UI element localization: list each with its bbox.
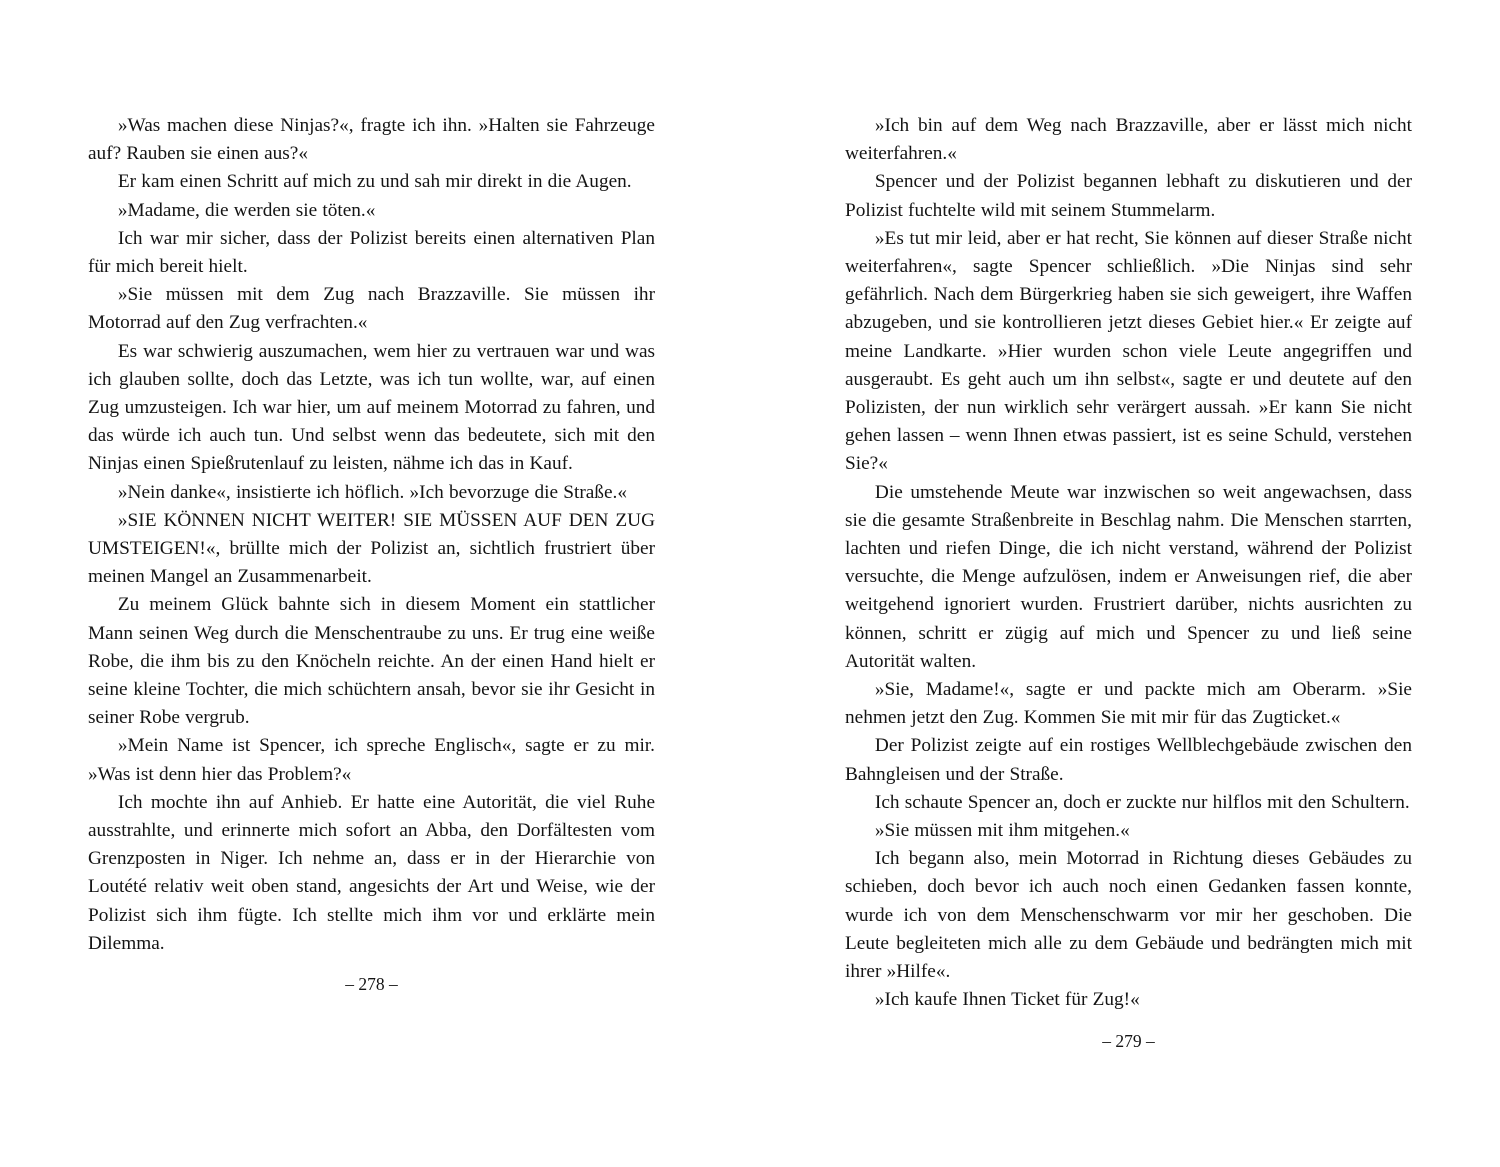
paragraph: »SIE KÖNNEN NICHT WEITER! SIE MÜSSEN AUF DEN ZUG UMSTEIGEN!«, brüllte mich der Polizist an, sichtlich frustriert über meinen Mangel an Zusammenarbeit. (88, 509, 655, 588)
paragraph: »Sie, Madame!«, sagte er und packte mich am Oberarm. »Sie nehmen jetzt den Zug. Kommen Sie mit mir für das Zugticket.« (845, 679, 1412, 729)
paragraph: »Nein danke«, insistierte ich höflich. »Ich bevorzuge die Straße.« (117, 481, 627, 503)
page-right (845, 112, 1412, 1167)
page-right-text (845, 112, 1412, 1015)
paragraph: Ich begann also, mein Motorrad in Richtung dieses Gebäudes zu schieben, doch bevor ich auch noch einen Gedanken fassen konnte, wurde ich von dem Menschenschwarm vor mir her geschoben. Die Leute begleiteten mich alle zu dem Gebäude und bedrängten mich mit ihrer »Hilfe«. (845, 848, 1412, 983)
paragraph: »Ich kaufe Ihnen Ticket für Zug!« (874, 989, 1140, 1011)
paragraph: »Es tut mir leid, aber er hat recht, Sie können auf dieser Straße nicht weiterfahren«, sagte Spencer schließlich. »Die Ninjas sind sehr gefährlich. Nach dem Bürgerkrieg haben sie sich geweigert, ihre Waffen abzugeben, und sie kontrollieren jetzt dieses Gebiet hier.« Er zeigte auf meine Landkarte. »Hier wurden schon viele Leute angegriffen und ausgeraubt. Es geht auch um ihn selbst«, sagte er und deutete auf den Polizisten, der nun wirklich sehr verärgert aussah. »Er kann Sie nicht gehen lassen – wenn Ihnen etwas passiert, ist es seine Schuld, verstehen Sie?« (845, 227, 1412, 475)
paragraph: Ich schaute Spencer an, doch er zuckte nur hilflos mit den Schultern. (874, 791, 1410, 813)
page-number-left: – 278 – (345, 974, 398, 995)
paragraph: Es war schwierig auszumachen, wem hier zu vertrauen war und was ich glauben sollte, doch das Letzte, was ich tun wollte, war, auf einen Zug umzusteigen. Ich war hier, um auf meinem Motorrad zu fahren, und das würde ich auch tun. Und selbst wenn das bedeutete, sich mit den Ninjas einen Spießrutenlauf zu leisten, nähme ich das in Kauf. (88, 340, 655, 475)
page-left (88, 112, 655, 1167)
paragraph: »Mein Name ist Spencer, ich spreche Englisch«, sagte er zu mir. »Was ist denn hier das Problem?« (88, 735, 655, 785)
page-number-right: – 279 – (1102, 1030, 1155, 1051)
paragraph: »Madame, die werden sie töten.« (117, 199, 376, 221)
paragraph: Ich mochte ihn auf Anhieb. Er hatte eine Autorität, die viel Ruhe ausstrahlte, und erinnerte mich sofort an Abba, den Dorfältesten vom Grenzposten in Niger. Ich nehme an, dass er in der Hierarchie von Loutété relativ weit oben stand, angesichts der Art und Weise, wie der Polizist sich ihm fügte. Ich stellte mich ihm vor und erklärte mein Dilemma. (88, 791, 655, 954)
paragraph: Er kam einen Schritt auf mich zu und sah mir direkt in die Augen. (117, 171, 632, 193)
paragraph: Die umstehende Meute war inzwischen so weit angewachsen, dass sie die gesamte Straßenbreite in Beschlag nahm. Die Menschen starrten, lachten und riefen Dinge, die ich nicht verstand, während der Polizist versuchte, die Menge aufzulösen, indem er Anweisungen rief, die aber weitgehend ignoriert wurden. Frustriert darüber, nichts ausrichten zu können, schritt er zügig auf mich und Spencer zu und ließ seine Autorität walten. (845, 481, 1412, 672)
paragraph: »Sie müssen mit dem Zug nach Brazzaville. Sie müssen ihr Motorrad auf den Zug verfrachten.« (88, 284, 655, 334)
paragraph: »Ich bin auf dem Weg nach Brazzaville, aber er lässt mich nicht weiterfahren.« (845, 115, 1412, 165)
paragraph: Zu meinem Glück bahnte sich in diesem Moment ein stattlicher Mann seinen Weg durch die Menschentraube zu uns. Er trug eine weiße Robe, die ihm bis zu den Knöcheln reichte. An der einen Hand hielt er seine kleine Tochter, die mich schüchtern ansah, bevor sie ihr Gesicht in seiner Robe vergrub. (88, 594, 655, 729)
paragraph: Ich war mir sicher, dass der Polizist bereits einen alternativen Plan für mich bereit hielt. (88, 227, 655, 278)
paragraph: Spencer und der Polizist begannen lebhaft zu diskutieren und der Polizist fuchtelte wild mit seinem Stummelarm. (845, 171, 1412, 221)
paragraph: »Was machen diese Ninjas?«, fragte ich ihn. »Halten sie Fahrzeuge auf? Rauben sie einen aus?« (88, 115, 655, 165)
paragraph: »Sie müssen mit ihm mitgehen.« (874, 820, 1130, 842)
paragraph: Der Polizist zeigte auf ein rostiges Wellblechgebäude zwischen den Bahngleisen und der Straße. (845, 735, 1412, 785)
page-left-text (88, 112, 655, 958)
